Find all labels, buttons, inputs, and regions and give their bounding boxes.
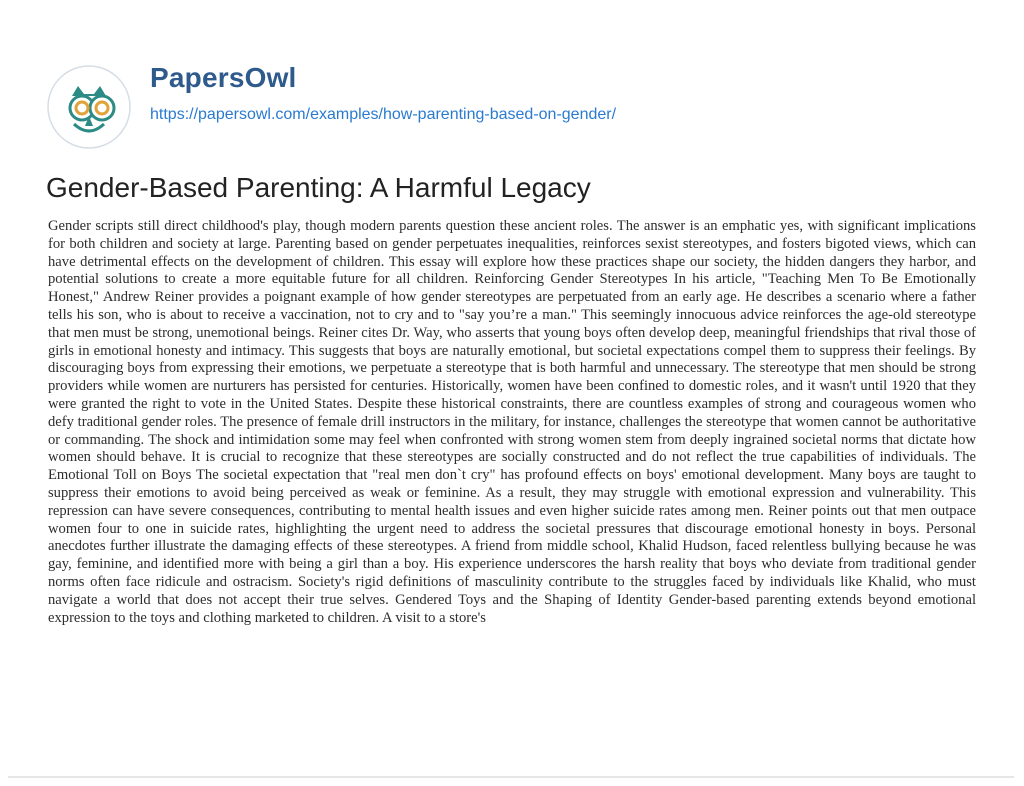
page-divider <box>8 776 1014 778</box>
brand-name[interactable]: PapersOwl <box>150 62 297 93</box>
owl-logo-icon <box>46 64 132 150</box>
source-url-link[interactable]: https://papersowl.com/examples/how-parenting-based-on-gender/ <box>150 106 617 123</box>
article-body: Gender scripts still direct childhood's play, though modern parents question these ancient roles. The answer is an emphatic yes, with significant implications for both children and society at large. Parenting based on gender perpetuates inequalities, reinforces sexist stereotypes, and fosters bigoted views, which can have detrimental effects on the development of children. This essay will explore how these practices shape our society, the hidden dangers they harbor, and potential solutions to create a more equitable future for all children. Reinforcing Gender Stereotypes In his article, "Teaching Men To Be Emotionally Honest," Andrew Reiner provides a poignant example of how gender stereotypes are perpetuated from an early age. He describes a scenario where a father tells his son, who is about to receive a vaccination, not to cry and to "say you’re a man." This seemingly innocuous advice reinforces the age-old stereotype that men must be strong, unemotional beings. Reiner cites Dr. Way, who asserts that young boys often develop deep, meaningful friendships that rival those of girls in emotional honesty and intimacy. This suggests that boys are naturally emotional, but societal expectations compel them to suppress their feelings. By discouraging boys from expressing their emotions, we perpetuate a stereotype that is both harmful and unnecessary. The stereotype that men should be strong providers while women are nurturers has persisted for centuries. Historically, women have been confined to domestic roles, and it wasn't until 1920 that they were granted the right to vote in the United States. Despite these historical constraints, there are countless examples of strong and courageous women who defy traditional gender roles. The presence of female drill instructors in the military, for instance, challenges the stereotype that women cannot be authoritative or commanding. The shock and intimidation some may feel when confronted with strong women stem from deeply ingrained societal norms that dictate how women should behave. It is crucial to recognize that these stereotypes are socially constructed and do not reflect the true capabilities of individuals. The Emotional Toll on Boys The societal expectation that "real men don`t cry" has profound effects on boys' emotional development. Many boys are taught to suppress their emotions to avoid being perceived as weak or feminine. As a result, they may struggle with emotional expression and vulnerability. This repression can have severe consequences, contributing to mental health issues and even higher suicide rates among men. Reiner points out that men outpace women four to one in suicide rates, highlighting the urgent need to address the societal pressures that discourage emotional honesty in boys. Personal anecdotes further illustrate the damaging effects of these stereotypes. A friend from middle school, Khalid Hudson, faced relentless bullying because he was gay, feminine, and identified more with being a girl than a boy. His experience underscores the harsh reality that boys who deviate from traditional gender norms often face ridicule and ostracism. Society's rigid definitions of masculinity contribute to the struggles faced by individuals like Khalid, who must navigate a world that does not accept their true selves. Gendered Toys and the Shaping of Identity Gender-based parenting extends beyond emotional expression to the toys and clothing marketed to children. A visit to a store's <box>48 218 976 626</box>
article-title: Gender-Based Parenting: A Harmful Legacy <box>46 172 591 203</box>
page-header <box>46 54 976 138</box>
